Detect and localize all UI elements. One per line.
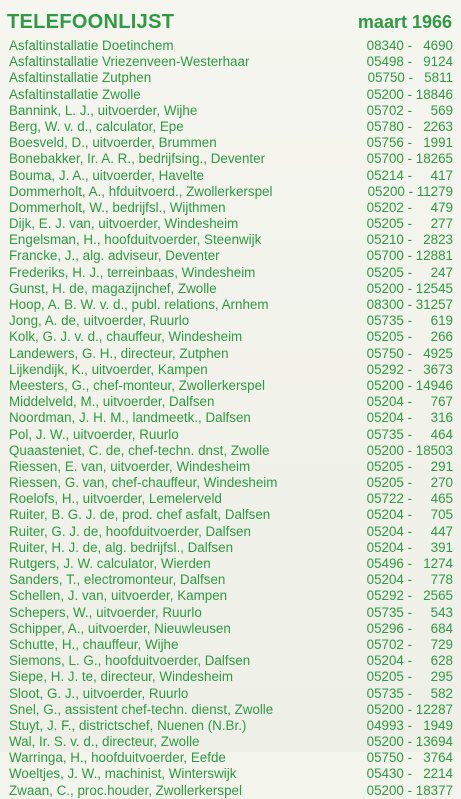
- entry-name: Bannink, L. J., uitvoerder, Wijhe: [9, 102, 198, 118]
- entry-name: Asfaltinstallatie Doetinchem: [9, 38, 174, 53]
- list-item: [9, 507, 453, 523]
- entry-name: Ruiter, G. J. de, hoofduitvoerder, Dalfsen: [9, 523, 251, 539]
- list-item: [9, 248, 453, 264]
- list-item: [9, 216, 453, 232]
- list-item: [9, 556, 453, 572]
- entry-phone: 05214 - 417: [366, 167, 453, 183]
- entry-phone: 05756 - 1991: [366, 135, 453, 151]
- list-item: [9, 103, 453, 119]
- entry-name: Zwaan, C., proc.houder, Zwollerkerspel: [9, 782, 242, 798]
- entry-phone: 05296 - 684: [366, 620, 453, 636]
- entry-name: Warringa, H., hoofduitvoerder, Eefde: [9, 750, 226, 766]
- issue-date: maart 1966: [357, 12, 452, 32]
- list-item: [9, 232, 453, 248]
- list-item: [9, 362, 453, 378]
- entry-name: Bouma, J. A., uitvoerder, Havelte: [9, 167, 205, 183]
- entry-name: Frederiks, H. J., terreinbaas, Windesheim: [9, 264, 256, 280]
- entry-phone: 05700 - 18265: [366, 151, 453, 167]
- entry-name: Quaasteniet, C. de, chef-techn. dnst, Zwolle: [9, 442, 270, 458]
- list-item: [9, 718, 453, 734]
- entry-name: Roelofs, H., uitvoerder, Lemelerveld: [9, 491, 222, 507]
- list-item: [9, 394, 453, 410]
- page-title: TELEFOONLIJST: [7, 11, 175, 33]
- entry-phone: 05204 - 391: [366, 539, 453, 555]
- entry-name: Siemons, L. G., hoofduitvoerder, Dalfsen: [9, 653, 251, 669]
- entry-name: Sloot, G. J., uitvoerder, Ruurlo: [9, 685, 189, 701]
- entry-phone: 05202 - 479: [366, 199, 453, 215]
- entry-phone: 05750 - 4925: [366, 345, 453, 361]
- entry-phone: 05205 - 291: [366, 458, 453, 474]
- entry-name: Schepers, W., uitvoerder, Ruurlo: [9, 604, 202, 620]
- entry-name: Ruiter, H. J. de, alg. bedrijfsl., Dalfsen: [9, 539, 234, 555]
- entry-phone: 05204 - 705: [366, 507, 453, 523]
- list-item: [9, 766, 453, 782]
- entry-name: Boesveld, D., uitvoerder, Brummen: [9, 135, 217, 151]
- list-item: [9, 750, 453, 766]
- entry-name: Francke, J., alg. adviseur, Deventer: [9, 248, 220, 264]
- entry-name: Schutte, H., chauffeur, Wijhe: [9, 636, 179, 652]
- list-item: [9, 200, 453, 216]
- entry-phone: 08300 - 31257: [366, 297, 453, 312]
- entry-phone: 05702 - 729: [366, 636, 453, 652]
- list-item: [9, 378, 453, 394]
- list-item: [9, 184, 453, 200]
- list-item: [9, 459, 453, 475]
- list-item: [9, 443, 453, 459]
- entry-phone: 05205 - 270: [366, 475, 453, 491]
- list-item: [9, 572, 453, 588]
- list-item: [9, 38, 453, 54]
- entry-name: Asfaltinstallatie Zutphen: [9, 70, 152, 86]
- entry-name: Landewers, G. H., directeur, Zutphen: [9, 345, 229, 361]
- list-item: [9, 540, 453, 556]
- list-item: [9, 346, 453, 362]
- entry-name: Ruiter, B. G. J. de, prod. chef asfalt, Dalfsen: [9, 507, 271, 523]
- entry-phone: 05200 - 12545: [366, 280, 453, 296]
- entry-phone: 08340 - 4690: [366, 38, 453, 53]
- entry-name: Siepe, H. J. te, directeur, Windesheim: [9, 669, 234, 685]
- entry-phone: 05204 - 628: [366, 653, 453, 669]
- entry-name: Wal, Ir. S. v. d., directeur, Zwolle: [9, 734, 200, 750]
- entry-phone: 05205 - 247: [366, 264, 453, 280]
- list-item: [9, 329, 453, 345]
- list-item: [9, 621, 453, 637]
- entry-name: Stuyt, J. F., districtschef, Nuenen (N.Br.): [9, 717, 247, 733]
- entry-phone: 05200 - 14946: [366, 377, 453, 393]
- entry-name: Meesters, G., chef-monteur, Zwollerkerspel: [9, 377, 265, 393]
- entry-phone: 05735 - 619: [366, 313, 453, 329]
- entry-name: Engelsman, H., hoofduitvoerder, Steenwijk: [9, 232, 262, 248]
- entry-phone: 05205 - 277: [366, 216, 453, 232]
- entry-name: Schellen, J. van, uitvoerder, Kampen: [9, 588, 228, 604]
- list-item: [9, 410, 453, 426]
- entry-phone: 04993 - 1949: [366, 717, 453, 733]
- list-item: [9, 427, 453, 443]
- entry-phone: 05200 - 11279: [367, 183, 453, 199]
- entry-phone: 05735 - 464: [366, 426, 453, 442]
- list-item: [9, 54, 453, 70]
- entry-name: Sanders, T., electromonteur, Dalfsen: [9, 572, 226, 588]
- list-item: [9, 119, 453, 135]
- list-item: [9, 491, 453, 507]
- entry-phone: 05735 - 543: [366, 604, 453, 620]
- entry-name: Lijkendijk, K., uitvoerder, Kampen: [9, 361, 208, 377]
- list-item: [9, 151, 453, 167]
- list-item: [9, 281, 453, 297]
- list-item: [9, 265, 453, 281]
- list-item: [9, 168, 453, 184]
- list-item: [9, 669, 453, 685]
- list-item: [9, 313, 453, 329]
- entry-phone: 05722 - 465: [366, 491, 453, 507]
- entry-phone: 05200 - 18503: [366, 442, 453, 458]
- entry-list: [9, 38, 453, 799]
- entry-phone: 05292 - 3673: [366, 361, 453, 377]
- entry-name: Pol, J. W., uitvoerder, Ruurlo: [9, 426, 179, 442]
- entry-name: Gunst, H. de, magazijnchef, Zwolle: [9, 280, 217, 296]
- list-item: [9, 686, 453, 702]
- list-item: [9, 734, 453, 750]
- entry-phone: 05205 - 266: [366, 329, 453, 345]
- entry-phone: 05498 - 9124: [366, 54, 453, 70]
- entry-name: Middelveld, M., uitvoerder, Dalfsen: [9, 394, 215, 410]
- entry-name: Dijk, E. J. van, uitvoerder, Windesheim: [9, 216, 239, 232]
- entry-phone: 05702 - 569: [366, 102, 453, 118]
- entry-name: Snel, G., assistent chef-techn. dienst, Zwolle: [9, 701, 274, 717]
- entry-phone: 05200 - 13694: [366, 734, 453, 750]
- entry-name: Noordman, J. H. M., landmeetk., Dalfsen: [9, 410, 251, 426]
- list-item: [9, 297, 453, 313]
- entry-name: Berg, W. v. d., calculator, Epe: [9, 118, 184, 134]
- entry-name: Schipper, A., uitvoerder, Nieuwleusen: [9, 620, 231, 636]
- list-item: [9, 702, 453, 718]
- list-item: [9, 653, 453, 669]
- entry-name: Asfaltinstallatie Vriezenveen-Westerhaar: [9, 54, 250, 70]
- list-item: [9, 605, 453, 621]
- entry-phone: 05700 - 12881: [366, 248, 453, 264]
- entry-phone: 05200 - 18377: [366, 782, 453, 798]
- entry-name: Jong, A. de, uitvoerder, Ruurlo: [9, 313, 190, 329]
- entry-name: Hoop, A. B. W. v. d., publ. relations, Arnhem: [9, 297, 269, 312]
- entry-name: Dommerholt, A., hfduitvoerd., Zwollerkerspel: [9, 183, 273, 199]
- entry-name: Woeltjes, J. W., machinist, Winterswijk: [9, 766, 237, 782]
- list-item: [9, 135, 453, 151]
- entry-name: Kolk, G. J. v. d., chauffeur, Windesheim: [9, 329, 243, 345]
- entry-phone: 05200 - 18846: [366, 86, 453, 102]
- entry-phone: 05204 - 316: [366, 410, 453, 426]
- entry-name: Dommerholt, W., bedrijfsl., Wijthmen: [9, 199, 226, 215]
- entry-phone: 05750 - 3764: [366, 750, 453, 766]
- entry-phone: 05210 - 2823: [366, 232, 453, 248]
- entry-name: Bonebakker, Ir. A. R., bedrijfsing., Deventer: [9, 151, 266, 167]
- entry-phone: 05204 - 447: [366, 523, 453, 539]
- entry-phone: 05735 - 582: [366, 685, 453, 701]
- list-item: [9, 783, 453, 799]
- entry-phone: 05780 - 2263: [366, 118, 453, 134]
- list-item: [9, 70, 453, 86]
- entry-name: Riessen, G. van, chef-chauffeur, Windesheim: [9, 475, 278, 491]
- entry-name: Asfaltinstallatie Zwolle: [9, 86, 141, 102]
- entry-phone: 05496 - 1274: [366, 556, 453, 571]
- entry-phone: 05750 - 5811: [367, 70, 453, 86]
- header: [7, 9, 452, 35]
- list-item: [9, 637, 453, 653]
- entry-phone: 05204 - 778: [366, 572, 453, 588]
- entry-phone: 05200 - 12287: [366, 701, 453, 717]
- list-item: [9, 87, 453, 103]
- list-item: [9, 524, 453, 540]
- list-item: [9, 475, 453, 491]
- entry-phone: 05292 - 2565: [366, 588, 453, 604]
- entry-phone: 05204 - 767: [366, 394, 453, 410]
- entry-phone: 05430 - 2214: [366, 766, 453, 782]
- entry-name: Rutgers, J. W. calculator, Wierden: [9, 556, 211, 571]
- entry-name: Riessen, E. van, uitvoerder, Windesheim: [9, 458, 251, 474]
- list-item: [9, 588, 453, 604]
- entry-phone: 05205 - 295: [366, 669, 453, 685]
